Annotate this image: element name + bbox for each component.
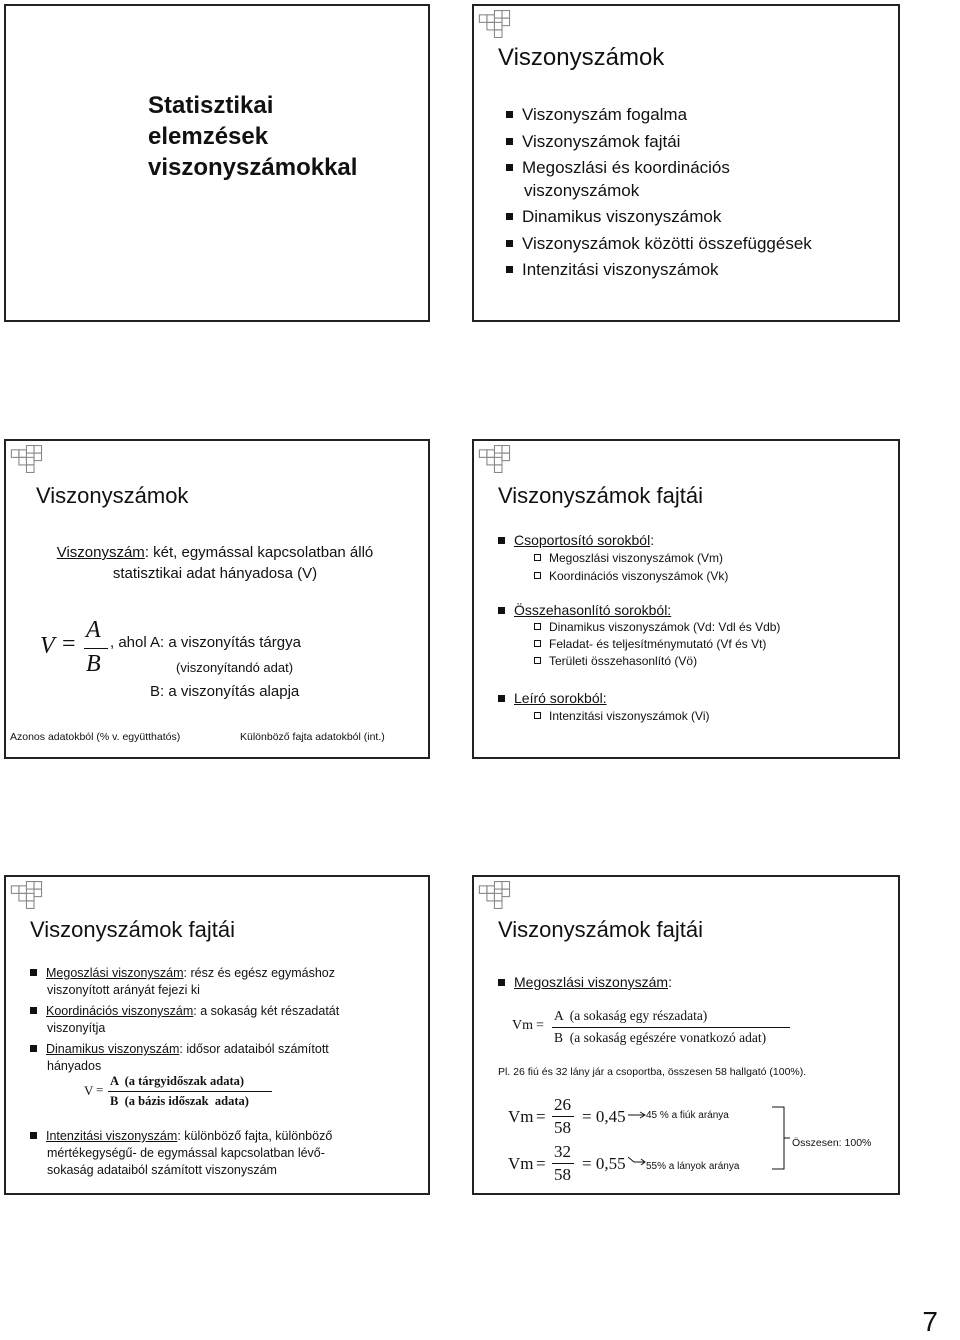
sub-item: Megoszlási viszonyszámok (Vm) [534,549,728,567]
bullet-item: Megoszlási viszonyszám: rész és egész egymáshoz [30,965,339,982]
bullet-square-icon [30,1132,37,1139]
row-1-arrow-icon [628,1111,648,1119]
where-a-sub: (viszonyítandó adat) [176,660,294,675]
page-number: 7 [922,1306,938,1337]
sub-item: Feladat- és teljesítménymutató (Vf és Vt) [534,636,780,653]
slide-4 [472,439,900,759]
bullet-item: Intenzitási viszonyszám: különböző fajta, különböző [30,1128,332,1145]
bullet-item: Dinamikus viszonyszámok [506,206,812,229]
bullet-item: Koordinációs viszonyszám: a sokaság két részadatát [30,1003,339,1020]
bullet-item: Dinamikus viszonyszám: idősor adataiból számított [30,1041,339,1058]
hollow-square-icon [534,572,541,579]
hollow-square-icon [534,712,541,719]
slide-5-bullets: Megoszlási viszonyszám: rész és egész egymáshoz viszonyított arányát fejezi ki Koordinációs viszonyszám: a sokaság két részadatát viszonyítja Dinamikus viszonyszám: idősor adataiból számított hányados [30,965,339,1075]
sub-item: Területi összehasonlító (Vö) [534,653,780,670]
hollow-square-icon [534,554,541,561]
bullet-item: Viszonyszámok közötti összefüggések [506,233,812,256]
footer-right: Különböző fajta adatokból (int.) [240,731,385,743]
slide-1 [4,4,430,322]
slide-5 [4,875,430,1195]
title-line-1: Statisztikai [148,92,274,119]
row-2-arrow-icon [628,1155,648,1165]
hollow-square-icon [534,623,541,630]
vm-formula-equals: = [536,1018,544,1033]
corner-grid-icon [478,445,512,473]
row-1-denominator: 58 [554,1118,571,1137]
bullet-square-icon [506,164,513,171]
row-2-equals: = [536,1154,546,1173]
formula-denominator: B [86,651,101,677]
where-a: , ahol A: a viszonyítás tárgya [110,634,301,651]
bullet-square-icon [498,979,505,986]
formula-equals: = [62,631,76,657]
title-line-3: viszonyszámokkal [148,154,358,181]
group-3: Leíró sorokból: Intenzitási viszonyszámok (Vi) [498,689,710,725]
bullet-square-icon [30,1045,37,1052]
bullet-square-icon [506,213,513,220]
corner-grid-icon [478,10,512,38]
bullet-item: Viszonyszám fogalma [506,104,812,127]
bullet-square-icon [498,607,505,614]
bullet-square-icon [506,240,513,247]
group-2: Összehasonlító sorokból: Dinamikus viszonyszámok (Vd: Vdl és Vdb) Feladat- és teljesítménymutató (Vf és Vt) Területi összehasonlító (Vö) [498,601,780,670]
row-1-label: 45 % a fiúk aránya [646,1110,729,1121]
slide-5-title: Viszonyszámok fajtái [30,917,236,942]
footer-left: Azonos adatokból (% v. együtthatós) [10,731,181,743]
row-1-vm: Vm [508,1107,534,1126]
slide-2 [472,4,900,322]
bullet-square-icon [30,969,37,976]
vm-formula-numerator: A (a sokaság egy részadata) [554,1008,708,1023]
sub-item: Koordinációs viszonyszámok (Vk) [534,567,728,585]
slide-3-title: Viszonyszámok [36,483,189,508]
formula-fraction-line [84,648,108,649]
corner-grid-icon [10,445,44,473]
bullet-square-icon [506,138,513,145]
corner-grid-icon [478,881,512,909]
slide-1-title [148,90,357,183]
hollow-square-icon [534,657,541,664]
total-bracket [770,1105,792,1173]
slide-5-bullet-4: Intenzitási viszonyszám: különböző fajta, különböző mértékegységű- de egymással kapcsolatban lévő- sokaság adataiból számított viszonyszám [30,1128,332,1179]
bullet-item: Intenzitási viszonyszámok [506,259,812,282]
bullet-square-icon [506,111,513,118]
row-2-denominator: 58 [554,1165,571,1184]
row-2-vm: Vm [508,1154,534,1173]
formula-numerator: A [86,617,101,643]
total-label: Összesen: 100% [792,1137,872,1149]
formula-v: V [40,633,55,659]
sub-item: Dinamikus viszonyszámok (Vd: Vdl és Vdb) [534,619,780,636]
bullet-item: Megoszlási és koordinációs [506,157,812,180]
dyn-formula-line [108,1091,272,1092]
row-1-equals: = [536,1107,546,1126]
bullet-square-icon [30,1007,37,1014]
row-2-label: 55% a lányok aránya [646,1161,740,1172]
slide-3 [4,439,430,759]
hollow-square-icon [534,640,541,647]
vm-formula-line [552,1027,790,1028]
corner-grid-icon [10,881,44,909]
vm-formula-vm: Vm [512,1018,533,1033]
row-2-result: = 0,55 [582,1154,626,1173]
slide-4-title: Viszonyszámok fajtái [498,483,704,508]
slide-2-bullets [506,104,812,282]
bullet-square-icon [506,266,513,273]
group-1: Csoportosító sorokból: Megoszlási viszonyszámok (Vm) Koordinációs viszonyszámok (Vk) [498,531,728,585]
row-1-numerator: 26 [554,1095,571,1114]
slide-6-title: Viszonyszámok fajtái [498,917,704,942]
dyn-formula-equals: = [96,1082,104,1097]
bullet-square-icon [498,695,505,702]
dyn-formula-denominator: B (a bázis időszak adata) [110,1094,249,1108]
slide-6 [472,875,900,1195]
dyn-formula-numerator: A (a tárgyidőszak adata) [110,1074,245,1088]
sub-item: Intenzitási viszonyszámok (Vi) [534,707,710,725]
bullet-item: Viszonyszámok fajtái [506,131,812,154]
definition-term: Viszonyszám [56,544,145,561]
dyn-formula-v: V [84,1083,94,1098]
title-line-2: elemzések [148,123,269,150]
example-text: Pl. 26 fiú és 32 lány jár a csoportba, összesen 58 hallgató (100%). [498,1066,807,1078]
bullet-square-icon [498,537,505,544]
definition: Viszonyszám: két, egymással kapcsolatban álló statisztikai adat hányadosa (V) [56,544,374,582]
slide-6-bullet: Megoszlási viszonyszám: [498,974,672,990]
vm-formula-denominator: B (a sokaság egészére vonatkozó adat) [554,1030,767,1045]
row-1-result: = 0,45 [582,1107,626,1126]
row-2-numerator: 32 [554,1142,571,1161]
bullet-item-continuation: viszonyszámok [524,180,640,200]
where-b: B: a viszonyítás alapja [150,683,300,700]
slide-2-title: Viszonyszámok [498,44,665,71]
